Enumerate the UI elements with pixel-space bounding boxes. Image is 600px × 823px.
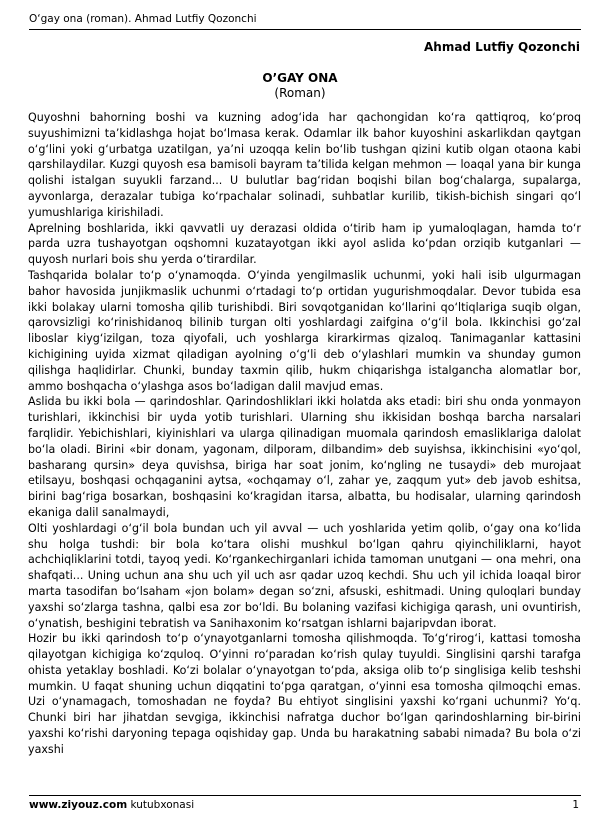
paragraph: Quyoshni bahorning boshi va kuzning adog‘ida har qachongidan ko‘ra qattiqroq, ko‘proq suyushimizni ta’kidlashga hojat bo‘lmasa kerak. Odamlar ilk bahor kuyoshini askarlikdan qaytgan o‘g‘lini yoki g‘urbatga uzatilgan, ya’ni uzoqqa kelin bo‘lib tushgan qizini kutib olgan otaona kabi qarshilaydilar. Kuzgi quyosh esa bamisoli bayram ta’tilida kelgan mehmon — loaqal yana bir kunga qolishi istalgan suyukli farzand... U bulutlar bag‘ridan boqishi bilan bog‘chalarga, supalarga, ayvonlarga, derazalar tubiga ko‘rpachalar solinadi, suhbatlar kurilib, tikish-bichish singari qo‘l yumushlariga kirishiladi. [28, 111, 581, 219]
paragraph: Aslida bu ikki bola — qarindoshlar. Qarindoshliklari ikki holatda aks etadi: biri shu onda yonmayon turishlari, ikkinchisi bir uyda yotib turishlari. Ularning shu ikkisidan boshqa barcha narsalari farqlidir. Yebichishlari, kiyinishlari va ularga qilinadigan muomala qarindosh emasliklariga dalolat bo‘la oladi. Birini «bir donam, yagonam, dilporam, dilbandim» deb suyishsa, ikkinchisini «yo‘qol, basharang qursin» deya quvishsa, biriga har soat jonim, ko‘ngling ne tusaydi» deb murojaat etilsayu, boshqasi ochqaganini aytsa, «ochqamay o‘l, zahar ye, zaqqum yut» deb javob eshitsa, birini bag‘riga bosarkan, boshqasini ko‘kragidan itarsa, albatta, bu hodisalar, ularning qarindosh ekaniga dalil sanalmaydi, [28, 395, 581, 519]
page-title: O’GAY ONA [262, 71, 338, 85]
running-header [29, 13, 581, 30]
paragraph: Olti yoshlardagi o‘g‘il bola bundan uch yil avval — uch yoshlarida yetim qolib, o‘gay ona ko‘lida shu holga tushdi: bir bola ko‘tara olishi mushkul bo‘lgan qahru qiyinchiliklarni, hayot achchiqliklarini totdi, tayoq yedi. Ko‘rgankechirganlari ichida tamoman unutgani — ona mehri, ona shafqati... Uning uchun ana shu uch yil uch asr qadar uzoq kechdi. Shu uch yil ichida loaqal biror marta tasodifan bo‘lsaham «jon bolam» degan so‘zni, afsuski, eshitmadi. Uning quloqlari bunday yaxshi so‘zlarga tashna, qalbi esa zor bo‘ldi. Bu bolaning vazifasi kichigiga qarash, uni ovuntirish, o‘ynatish, beshigini tebratish va Sanihaxonim ko‘rsatgan ishlarni bajaripvdan iborat. [28, 521, 581, 630]
page-number: 1 [572, 799, 579, 811]
paragraph: Tashqarida bolalar to‘p o‘ynamoqda. O‘yinda yengilmaslik uchunmi, yoki hali isib ulgurmagan bahor havosida junjikmaslik uchunmi o‘rtadagi to‘p ortidan yugurishmoqdalar. Devor tubida esa ikki bolakay ularni tomosha qilib turishibdi. Biri sovqotganidan ko‘llarini qo‘ltiqlariga suqib olgan, qarovsizligi ko‘rinishidanoq bilinib turgan olti yoshlardagi zaifgina o‘g‘il bola. Ikkinchisi go‘zal liboslar kiyg‘izilgan, toza qiyofali, uch yoshlarga kirarkirmas qizaloq. Tanimaganlar kattasini kichigining uyida xizmat qiladigan ayolning o‘g‘li deb o‘ylashlari mumkin va shunday gumon qilishga haqlidirlar. Chunki, bunday taxmin qilib, hukm chiqarishga istalgancha alomatlar bor, ammo boshqacha o‘ylashga asos bo‘ladigan dalil mavjud emas. [28, 268, 581, 393]
paragraph: Aprelning boshlarida, ikki qavvatli uy derazasi oldida o‘tirib ham ip yumaloqlagan, hamda to‘r parda uzra tushayotgan oqshomni kuzatayotgan ikki ayol aslida ko‘pdan orziqib kutganlari — quyosh nurlari bois shu yerda o‘tirardilar. [28, 221, 581, 267]
footer-site-link[interactable]: www.ziyouz.com [29, 799, 128, 811]
body-text [28, 110, 581, 785]
running-title: O‘gay ona (roman). Ahmad Lutfiy Qozonchi [29, 13, 257, 25]
author-name: Ahmad Lutfiy Qozonchi [423, 40, 580, 54]
page-footer [29, 795, 581, 811]
footer-label: kutubxonasi [130, 799, 195, 811]
paragraph: Hozir bu ikki qarindosh to‘p o‘ynayotganlarni tomosha qilishmoqda. To‘g‘rirog‘i, kattasi tomosha qilayotgan kichigiga ko‘zquloq. O‘yinni ro‘paradan ko‘rish qulay tuyuldi. Singlisini qarshi tarafga ohista yetaklay boshladi. Ko‘zi bolalar o‘ynayotgan to‘pda, aksiga olib to‘p singlisiga kelib teshshi mumkin. U faqat shuning uchun diqqatini to‘pga qaratgan, o‘yinni esa tomosha qilmoqchi emas. Uzi o‘ynamagach, tomoshadan ne foyda? Bu ehtiyot singlisini yaxshi ko‘rgani uchunmi? Yo‘q. Chunki biri har jihatdan sevgiga, ikkinchisi nafratga duchor bo‘lgan qarindoshlarning bir-birini yaxshi ko‘rishi daryoning tepaga oqishiday gap. Unda bu harakatning sababi nimada? Bu bola o‘zi yaxshi [28, 632, 581, 756]
page-subtitle: (Roman) [274, 86, 326, 100]
